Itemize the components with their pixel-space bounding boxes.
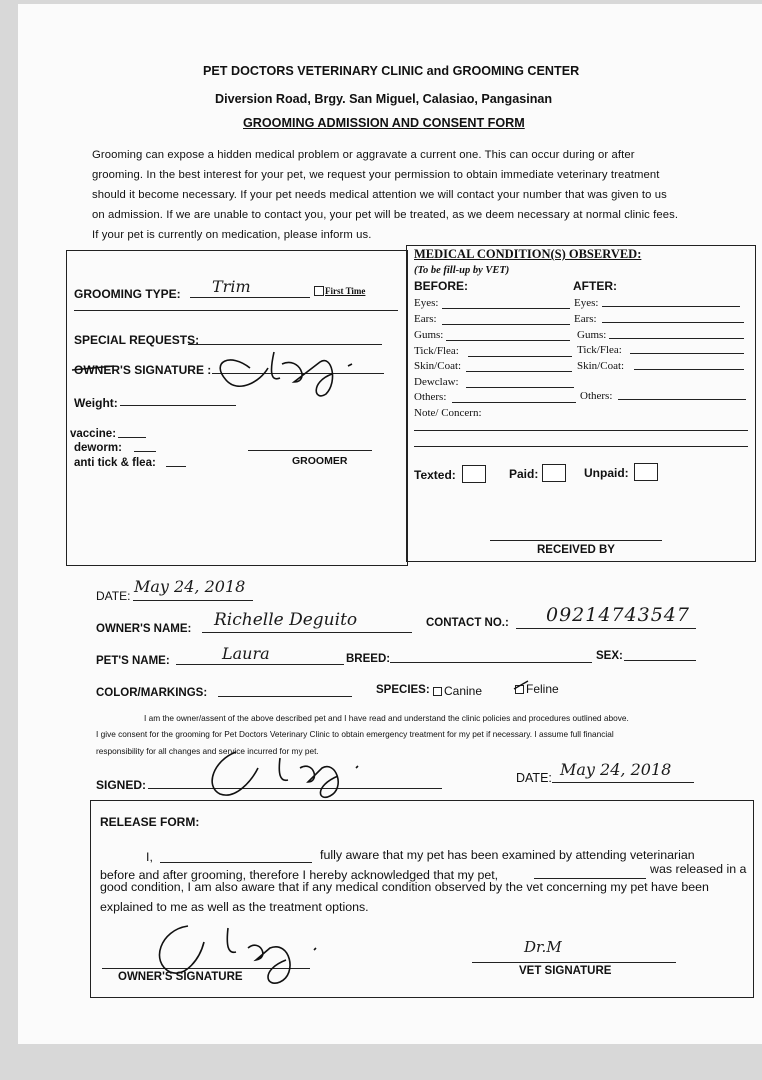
- date-value: May 24, 2018: [134, 577, 246, 596]
- release-i: I,: [146, 850, 153, 864]
- intro-line: If your pet is currently on medication, please inform us.: [92, 229, 372, 241]
- vaccine-field[interactable]: [118, 437, 146, 438]
- contact-label: CONTACT NO.:: [426, 617, 509, 629]
- release-line2b: was released in a: [650, 862, 747, 876]
- owner-signature-scribble: [70, 342, 390, 402]
- vet-signature-line[interactable]: [472, 962, 676, 963]
- first-time-checkbox[interactable]: [314, 286, 324, 296]
- date-field[interactable]: [133, 600, 253, 601]
- before-skincoat-field[interactable]: [466, 371, 572, 372]
- after-others-field[interactable]: [618, 399, 746, 400]
- unpaid-label: Unpaid:: [584, 466, 629, 480]
- contact-field[interactable]: [516, 628, 696, 629]
- species-label: SPECIES:: [376, 684, 430, 696]
- after-ears-label: Ears:: [574, 313, 597, 325]
- form-title: GROOMING ADMISSION AND CONSENT FORM: [243, 116, 525, 130]
- breed-field[interactable]: [390, 662, 592, 663]
- color-markings-label: COLOR/MARKINGS:: [96, 687, 208, 699]
- before-skincoat-label: Skin/Coat:: [414, 360, 462, 372]
- after-skincoat-field[interactable]: [634, 369, 744, 370]
- before-others-label: Others:: [414, 391, 447, 403]
- release-line3: good condition, I am also aware that if any medical condition observed by the vet concerning my pet have been: [100, 880, 709, 894]
- after-eyes-field[interactable]: [602, 306, 740, 307]
- after-tickflea-label: Tick/Flea:: [577, 344, 622, 356]
- before-dewclaw-label: Dewclaw:: [414, 376, 459, 388]
- release-line4: explained to me as well as the treatment options.: [100, 900, 369, 914]
- vaccine-label: vaccine:: [70, 428, 117, 440]
- before-tickflea-label: Tick/Flea:: [414, 345, 459, 357]
- consent-line: I give consent for the grooming for Pet Doctors Veterinary Clinic to obtain emergency treatment for my pet if necessary. I assume full financial: [96, 729, 614, 739]
- medical-title: MEDICAL CONDITION(S) OBSERVED:: [414, 247, 642, 261]
- after-skincoat-label: Skin/Coat:: [577, 360, 625, 372]
- received-by-label: RECEIVED BY: [537, 544, 615, 556]
- groomer-label: GROOMER: [292, 455, 348, 467]
- deworm-field[interactable]: [134, 451, 156, 452]
- anti-tick-field[interactable]: [166, 466, 186, 467]
- texted-checkbox[interactable]: [462, 465, 486, 483]
- before-tickflea-field[interactable]: [468, 356, 572, 357]
- paid-label: Paid:: [509, 467, 539, 481]
- unpaid-checkbox[interactable]: [634, 463, 658, 481]
- feline-label: Feline: [526, 682, 559, 696]
- release-line1: fully aware that my pet has been examined by attending veterinarian: [320, 848, 695, 862]
- after-gums-label: Gums:: [577, 329, 607, 341]
- pet-name-label: PET'S NAME:: [96, 655, 170, 667]
- signed-date-field[interactable]: [552, 782, 694, 783]
- grooming-type-label: GROOMING TYPE:: [74, 287, 181, 301]
- weight-field[interactable]: [120, 405, 236, 406]
- clinic-address: Diversion Road, Brgy. San Miguel, Calasiao, Pangasinan: [215, 92, 553, 106]
- vet-initials: Dr.M: [524, 938, 562, 956]
- signed-date-label: DATE:: [516, 771, 552, 785]
- after-ears-field[interactable]: [602, 322, 744, 323]
- before-dewclaw-field[interactable]: [466, 387, 574, 388]
- before-ears-label: Ears:: [414, 313, 437, 325]
- signed-date-value: May 24, 2018: [560, 760, 672, 779]
- owner-name-label: OWNER'S NAME:: [96, 623, 192, 635]
- medical-subtitle: (To be fill-up by VET): [414, 265, 510, 276]
- before-label: BEFORE:: [414, 279, 468, 293]
- owner-signature-release-label: OWNER'S SIGNATURE: [118, 971, 243, 983]
- deworm-label: deworm:: [74, 442, 122, 454]
- groomer-signature-line[interactable]: [248, 450, 372, 451]
- intro-line: should it become necessary. If your pet needs medical attention we will contact your number that was given to us: [92, 189, 667, 201]
- color-markings-field[interactable]: [218, 696, 352, 697]
- before-gums-label: Gums:: [414, 329, 444, 341]
- grooming-type-field[interactable]: [190, 297, 310, 298]
- owner-name-value: Richelle Deguito: [214, 610, 358, 630]
- note-line-1[interactable]: [414, 430, 748, 431]
- grooming-type-value: Trim: [212, 277, 251, 296]
- intro-line: on admission. If we are unable to contact you, your pet will be treated, as we deem necessary at normal clinic fees.: [92, 209, 679, 221]
- weight-label: Weight:: [74, 396, 118, 410]
- sex-field[interactable]: [624, 660, 696, 661]
- owner-name-field[interactable]: [202, 632, 412, 633]
- after-others-label: Others:: [580, 390, 613, 402]
- first-time-label: First Time: [325, 286, 366, 296]
- before-gums-field[interactable]: [446, 340, 570, 341]
- canine-label: Canine: [444, 684, 483, 698]
- texted-label: Texted:: [414, 468, 456, 482]
- anti-tick-label: anti tick & flea:: [74, 457, 156, 469]
- after-eyes-label: Eyes:: [574, 297, 599, 309]
- note-concern-label: Note/ Concern:: [414, 407, 482, 419]
- sex-label: SEX:: [596, 650, 623, 662]
- release-name-field[interactable]: [160, 862, 312, 863]
- before-eyes-label: Eyes:: [414, 297, 439, 309]
- owner-signature-label: OWNER'S SIGNATURE :: [74, 363, 212, 377]
- canine-checkbox[interactable]: [433, 687, 442, 696]
- breed-label: BREED:: [346, 653, 391, 665]
- before-eyes-field[interactable]: [442, 308, 570, 309]
- contact-value: 09214743547: [546, 604, 690, 626]
- paid-checkbox[interactable]: [542, 464, 566, 482]
- release-line2: before and after grooming, therefore I hereby acknowledged that my pet,: [100, 868, 499, 882]
- received-by-line[interactable]: [490, 540, 662, 541]
- pet-name-value: Laura: [222, 644, 270, 663]
- special-requests-label: SPECIAL REQUESTS:: [74, 333, 200, 347]
- after-gums-field[interactable]: [609, 338, 744, 339]
- after-tickflea-field[interactable]: [630, 353, 744, 354]
- signed-label: SIGNED:: [96, 778, 147, 792]
- intro-paragraph: [92, 145, 704, 245]
- intro-line: grooming. In the best interest for your pet, we request your permission to obtain immediate veterinary treatment: [92, 169, 660, 181]
- before-others-field[interactable]: [452, 402, 576, 403]
- consent-line: I am the owner/assent of the above described pet and I have read and understand the clinic policies and procedures outlined above.: [144, 713, 629, 723]
- date-label: DATE:: [96, 589, 131, 603]
- release-pet-field[interactable]: [534, 878, 646, 879]
- grooming-type-extra-line: [74, 310, 398, 311]
- vet-signature-label: VET SIGNATURE: [519, 965, 612, 977]
- after-label: AFTER:: [573, 279, 617, 293]
- consent-line: responsibility for all changes and service incurred for my pet.: [96, 746, 319, 756]
- pet-name-field[interactable]: [176, 664, 344, 665]
- clinic-name: PET DOCTORS VETERINARY CLINIC and GROOMING CENTER: [203, 64, 580, 78]
- release-title: RELEASE FORM:: [100, 815, 200, 829]
- note-line-2[interactable]: [414, 446, 748, 447]
- before-ears-field[interactable]: [442, 324, 570, 325]
- intro-line: Grooming can expose a hidden medical problem or aggravate a current one. This can occur during or after: [92, 149, 635, 161]
- signed-signature-scribble: [196, 746, 386, 802]
